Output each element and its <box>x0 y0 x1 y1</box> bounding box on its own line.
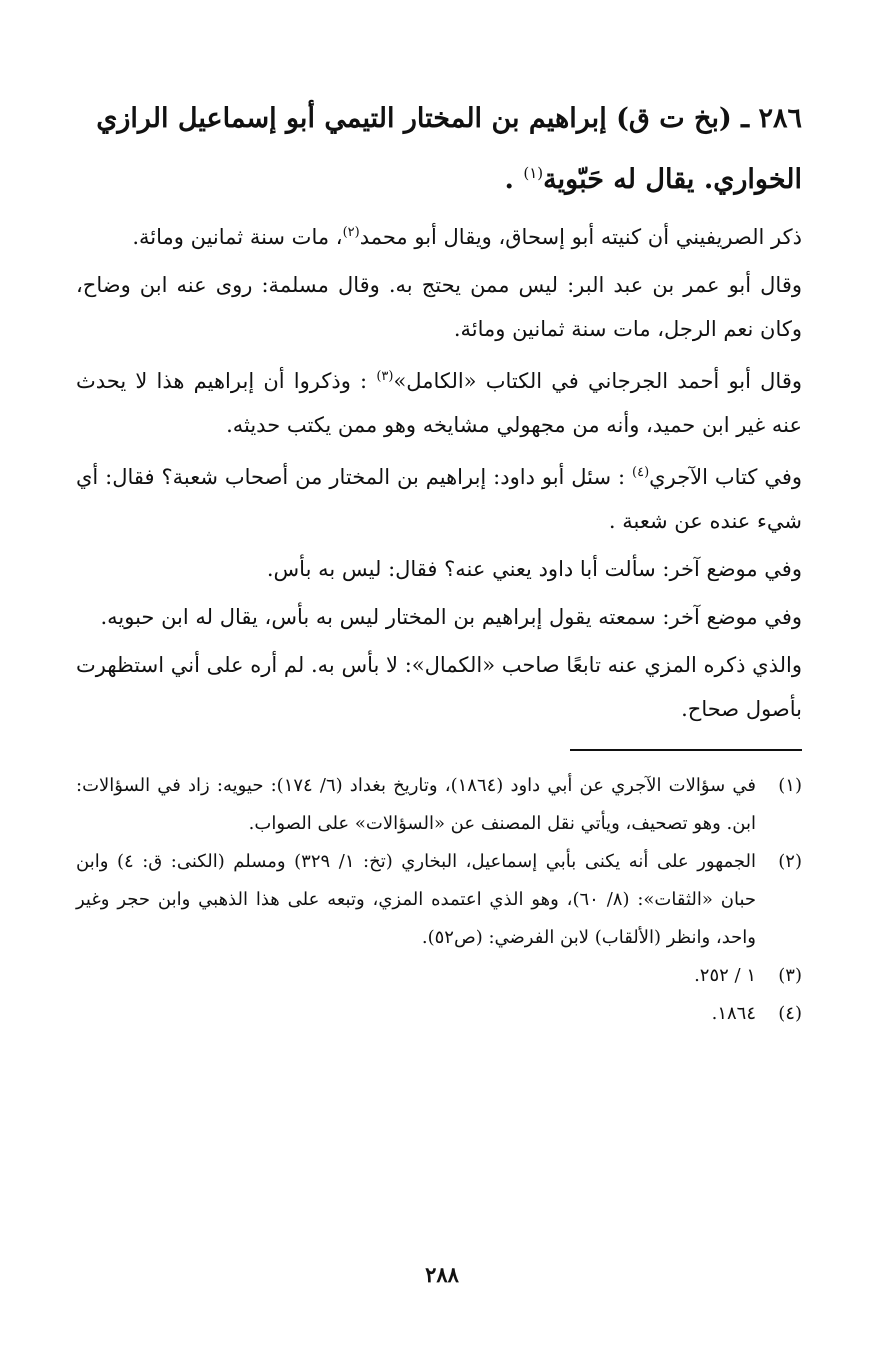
footnote-text: في سؤالات الآجري عن أبي داود (١٨٦٤)، وتاريخ بغداد (٦/ ١٧٤): حيويه: زاد في السؤالات: ابن. وهو تصحيف، ويأتي نقل المصنف عن «السؤالات» على الصواب. <box>76 775 757 834</box>
paragraph-another-place-2 <box>76 595 802 639</box>
paragraph-text: وفي موضع آخر: سمعته يقول إبراهيم بن المختار ليس به بأس، يقال له ابن حبويه. <box>100 605 802 629</box>
footnote-number: (٤) <box>778 1003 802 1024</box>
footnote-2 <box>76 843 802 957</box>
footnote-separator-wrap <box>76 731 802 761</box>
footnote-text: الجمهور على أنه يكنى بأبي إسماعيل، البخاري (تخ: ١/ ٣٢٩) ومسلم (الكنى: ق: ٤) وابن حبان «الثقات»: (٨/ ٦٠)، وهو الذي اعتمده المزي، وتبعه على هذا الذهبي وابن حجر وغير واحد، وانظر (الألقاب) لابن الفرضي: (ص٥٢). <box>76 851 757 948</box>
footnote-separator <box>570 749 802 751</box>
footnote-4 <box>76 995 802 1033</box>
entry-heading-line-1: ٢٨٦ ـ (بخ ت ق) إبراهيم بن المختار التيمي أبو إسماعيل الرازي <box>96 103 802 134</box>
paragraph-another-place-1 <box>76 547 802 591</box>
page-number: ٢٨٨ <box>425 1262 459 1287</box>
paragraph-text: وفي موضع آخر: سألت أبا داود يعني عنه؟ فقال: ليس به بأس. <box>266 557 802 581</box>
entry-heading-line-2 <box>76 146 802 207</box>
entry-heading-end: . <box>504 164 524 195</box>
footnote-number: (٣) <box>778 965 802 986</box>
footnote-3 <box>76 957 802 995</box>
paragraph-text: وقال أبو عمر بن عبد البر: ليس ممن يحتج به. وقال مسلمة: روى عنه ابن وضاح، وكان نعم الرجل، مات سنة ثمانين ومائة. <box>76 273 802 341</box>
entry-heading <box>76 92 802 207</box>
footnote-ref-2: (٢) <box>342 225 360 240</box>
paragraph-text: والذي ذكره المزي عنه تابعًا صاحب «الكمال»: لا بأس به. لم أره على أني استظهرت بأصول صحاح. <box>76 653 802 721</box>
paragraph-text: وقال أبو أحمد الجرجاني في الكتاب «الكامل» <box>393 369 802 393</box>
paragraph-text: : سئل أبو داود: إبراهيم بن المختار من أصحاب شعبة؟ فقال: أي شيء عنده عن شعبة . <box>76 465 802 533</box>
footnote-1 <box>76 767 802 843</box>
paragraph-mizzi <box>76 643 802 731</box>
footnote-ref-1: (١) <box>523 164 544 182</box>
paragraph-text: ذكر الصريفيني أن كنيته أبو إسحاق، ويقال أبو محمد <box>359 225 802 249</box>
paragraph-text: ، مات سنة ثمانين ومائة. <box>132 225 343 249</box>
footnote-number: (٢) <box>778 851 802 872</box>
entry-heading-text: الخواري. يقال له حَبّوية <box>543 164 802 195</box>
paragraph-ajurri <box>76 451 802 543</box>
paragraph-kunya <box>76 211 802 259</box>
footnote-text: ١ / ٢٥٢. <box>694 965 756 986</box>
footnote-text: ١٨٦٤. <box>711 1003 756 1024</box>
page-content <box>76 92 802 1033</box>
paragraph-ibn-abd-al-barr <box>76 263 802 351</box>
footnote-ref-3: (٣) <box>376 369 394 384</box>
paragraph-text: وفي كتاب الآجري <box>649 465 802 489</box>
footnote-number: (١) <box>778 775 802 796</box>
footnotes <box>76 767 802 1033</box>
paragraph-jurjani <box>76 355 802 447</box>
paragraph-text: : وذكروا أن إبراهيم هذا لا يحدث عنه غير ابن حميد، وأنه من مجهولي مشايخه وهو ممن يكتب حديثه. <box>76 369 802 437</box>
footnote-ref-4: (٤) <box>632 465 650 480</box>
